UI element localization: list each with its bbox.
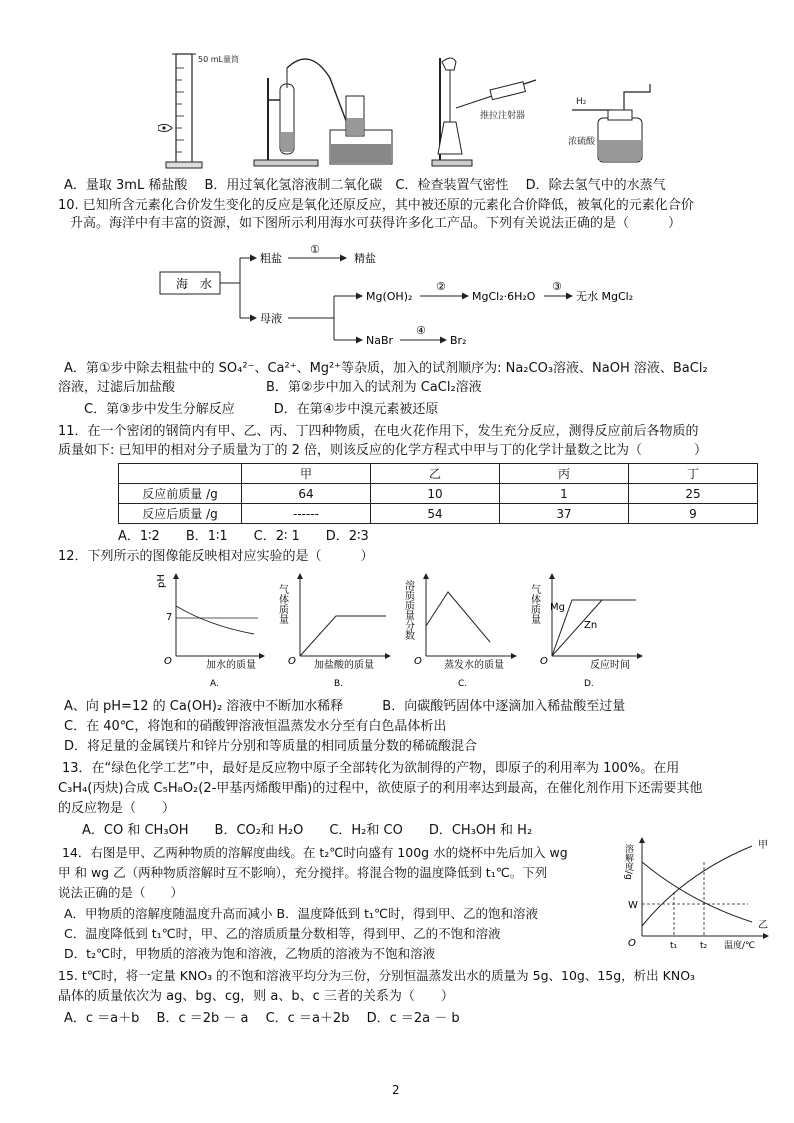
h2-label: H₂ xyxy=(576,97,587,107)
graph-a-caption: A. xyxy=(210,679,219,689)
q14-option-d: D．t₂℃时，甲物质的溶液为饱和溶液，乙物质的溶液为不饱和溶液 xyxy=(64,946,436,961)
q12-stem: 12．下列所示的图像能反映相对应实验的是（ ） xyxy=(58,549,374,564)
table-header-cell: 乙 xyxy=(371,464,500,484)
table-header-row xyxy=(119,464,758,484)
q11-stem-line2: 质量如下: 已知甲的相对分子质量为丁的 2 倍，则该反应的化学方程式中甲与丁的化学计量数之比为（ ） xyxy=(58,443,708,458)
q9-options: A．量取 3mL 稀盐酸 B．用过氧化氢溶液制二氧化碳 C．检查装置气密性 D．除去氢气中的水蒸气 xyxy=(64,178,666,193)
table-header-cell: 丁 xyxy=(629,464,758,484)
q14-option-a-b: A．甲物质的溶解度随温度升高而减小 B．温度降低到 t₁℃时，得到甲、乙的饱和溶液 xyxy=(64,906,539,921)
graph-b-xlabel: 加盐酸的质量 xyxy=(314,660,374,671)
q13-stem-line3: 的反应物是（ ） xyxy=(58,801,176,816)
seawater-flow-diagram xyxy=(150,238,650,354)
cylinder-label: 50 mL量筒 xyxy=(198,55,239,64)
syringe-apparatus xyxy=(428,48,538,173)
table-cell: 54 xyxy=(371,504,500,524)
q15-options: A．c ＝a＋b B．c ＝2b － a C．c ＝a＋2b D．c ＝2a － b xyxy=(64,1011,460,1026)
acid-label: 浓硫酸 xyxy=(568,137,596,147)
syringe-label: 推拉注射器 xyxy=(480,111,526,121)
table-header-cell: 丙 xyxy=(500,464,629,484)
graph-b-origin: O xyxy=(288,656,296,667)
flow-mother-liquor: 母液 xyxy=(260,312,282,325)
q13-stem-line1: 13．在“绿色化学工艺”中，最好是反应物中原子全部转化为欲制得的产物，即原子的利用率为 100%。在用 xyxy=(62,761,680,776)
flow-nabr: NaBr xyxy=(366,334,394,347)
graph-a-tick: 7 xyxy=(166,612,173,623)
flow-step1: ① xyxy=(310,243,320,256)
table-cell: 9 xyxy=(629,504,758,524)
q10-stem-line1: 10. 已知所含元素化合价发生变化的反应是氧化还原反应，其中被还原的元素化合价降低，被氧化的元素化合价 xyxy=(58,198,694,213)
co2-generator-apparatus xyxy=(250,48,400,173)
graph-d-caption: D. xyxy=(584,679,594,689)
graph-b-caption: B. xyxy=(334,679,344,689)
graph-c-caption: C. xyxy=(458,679,468,689)
flow-refined-salt: 精盐 xyxy=(354,252,376,265)
graph-a-origin: O xyxy=(164,656,172,667)
graph-c-xlabel: 蒸发水的质量 xyxy=(444,660,504,671)
q14-stem-line3: 说法正确的是（ ） xyxy=(58,885,184,900)
q14-stem-line2: 甲 和 wg 乙（两种物质溶解时互不影响），充分搅拌。将混合物的温度降低到 t₁℃。下列 xyxy=(58,865,548,880)
flow-step4: ④ xyxy=(416,324,426,337)
solubility-ylabel: 溶解度/g xyxy=(623,844,633,880)
q15-stem-line2: 晶体的质量依次为 ag、bg、cg，则 a、b、c 三者的关系为（ ） xyxy=(58,989,454,1004)
table-cell: 10 xyxy=(371,484,500,504)
table-cell: 反应前质量 /g xyxy=(119,484,242,504)
graph-d-zn: Zn xyxy=(584,620,598,631)
q12-option-c: C．在 40℃，将饱和的硝酸钾溶液恒温蒸发水分至有白色晶体析出 xyxy=(64,719,447,734)
graph-c-origin: O xyxy=(414,656,422,667)
flow-mgoh2: Mg(OH)₂ xyxy=(366,290,413,303)
flow-mgcl2-hydrate: MgCl₂·6H₂O xyxy=(472,290,536,303)
q10-option-a-b: 溶液，过滤后加盐酸 B．第②步中加入的试剂为 CaCl₂溶液 xyxy=(58,380,482,395)
page-number: 2 xyxy=(392,1083,400,1097)
solubility-yi: 乙 xyxy=(758,920,768,931)
flow-seawater: 海 水 xyxy=(176,277,213,291)
q10-stem-line2: 升高。海洋中有丰富的资源，如下图所示利用海水可获得许多化工产品。下列有关说法正确的是（ ） xyxy=(70,216,682,231)
solubility-xlabel: 温度/℃ xyxy=(724,941,756,951)
graph-d-ylabel: 气体质量 xyxy=(528,584,540,624)
graph-a-ylabel: pH xyxy=(156,574,167,588)
q14-option-c: C．温度降低到 t₁℃时，甲、乙的溶质质量分数相等，得到甲、乙的不饱和溶液 xyxy=(64,926,501,941)
q10-option-c-d: C．第③步中发生分解反应 D．在第④步中溴元素被还原 xyxy=(84,402,439,417)
table-cell: ------ xyxy=(242,504,371,524)
solubility-t2: t₂ xyxy=(700,941,708,951)
flow-step3: ③ xyxy=(552,280,562,293)
table-cell: 37 xyxy=(500,504,629,524)
flow-crude-salt: 粗盐 xyxy=(260,252,282,265)
reaction-mass-table xyxy=(118,463,758,524)
solubility-origin: O xyxy=(628,938,636,949)
q13-options: A．CO 和 CH₃OH B．CO₂和 H₂O C．H₂和 CO D．CH₃OH 和 H₂ xyxy=(82,823,533,838)
solubility-jia: 甲 xyxy=(758,840,768,851)
table-cell: 25 xyxy=(629,484,758,504)
table-row xyxy=(119,484,758,504)
q11-stem-line1: 11．在一个密闭的钢筒内有甲、乙、丙、丁四种物质，在电火花作用下，发生充分反应，测得反应前后各物质的 xyxy=(58,424,699,439)
solubility-curve-graph xyxy=(618,832,778,954)
cylinder-apparatus xyxy=(158,48,248,173)
gas-washing-bottle xyxy=(568,48,658,173)
graph-d-xlabel: 反应时间 xyxy=(590,660,630,671)
graph-a-xlabel: 加水的质量 xyxy=(206,660,256,671)
q12-graphs xyxy=(150,566,650,692)
flow-br2: Br₂ xyxy=(450,334,467,347)
solubility-t1: t₁ xyxy=(670,941,678,951)
q12-option-a-b: A、向 pH=12 的 Ca(OH)₂ 溶液中不断加水稀释 B．向碳酸钙固体中逐滴加入稀盐酸至过量 xyxy=(64,699,626,714)
table-row xyxy=(119,504,758,524)
flow-step2: ② xyxy=(436,280,446,293)
q10-option-a-line1: A．第①步中除去粗盐中的 SO₄²⁻、Ca²⁺、Mg²⁺等杂质，加入的试剂顺序为: Na₂CO₃溶液、NaOH 溶液、BaCl₂ xyxy=(64,361,708,376)
q15-stem-line1: 15. t℃时，将一定量 KNO₃ 的不饱和溶液平均分为三份，分别恒温蒸发出水的质量为 5g、10g、15g，析出 KNO₃ xyxy=(58,968,696,983)
table-cell: 64 xyxy=(242,484,371,504)
graph-c-ylabel: 溶质质量分数 xyxy=(402,580,414,640)
table-header-cell xyxy=(119,464,242,484)
q14-stem-line1: 14．右图是甲、乙两种物质的溶解度曲线。在 t₂℃时向盛有 100g 水的烧杯中先后加入 wg xyxy=(62,845,568,860)
solubility-w: W xyxy=(628,900,638,911)
graph-d-origin: O xyxy=(540,656,548,667)
q12-option-d: D．将足量的金属镁片和锌片分别和等质量的相同质量分数的稀硫酸混合 xyxy=(64,739,478,754)
table-cell: 1 xyxy=(500,484,629,504)
graph-b-ylabel: 气体质量 xyxy=(276,584,288,624)
table-header-cell: 甲 xyxy=(242,464,371,484)
q11-options: A．1∶2 B．1∶1 C．2∶ 1 D．2∶3 xyxy=(118,529,369,544)
q13-stem-line2: C₃H₄(丙炔)合成 C₅H₈O₂(2-甲基丙烯酸甲酯)的过程中，欲使原子的利用率达到最高，在催化剂作用下还需要其他 xyxy=(58,781,703,796)
table-cell: 反应后质量 /g xyxy=(119,504,242,524)
flow-anhydrous: 无水 MgCl₂ xyxy=(576,290,634,303)
graph-d-mg: Mg xyxy=(550,602,565,613)
